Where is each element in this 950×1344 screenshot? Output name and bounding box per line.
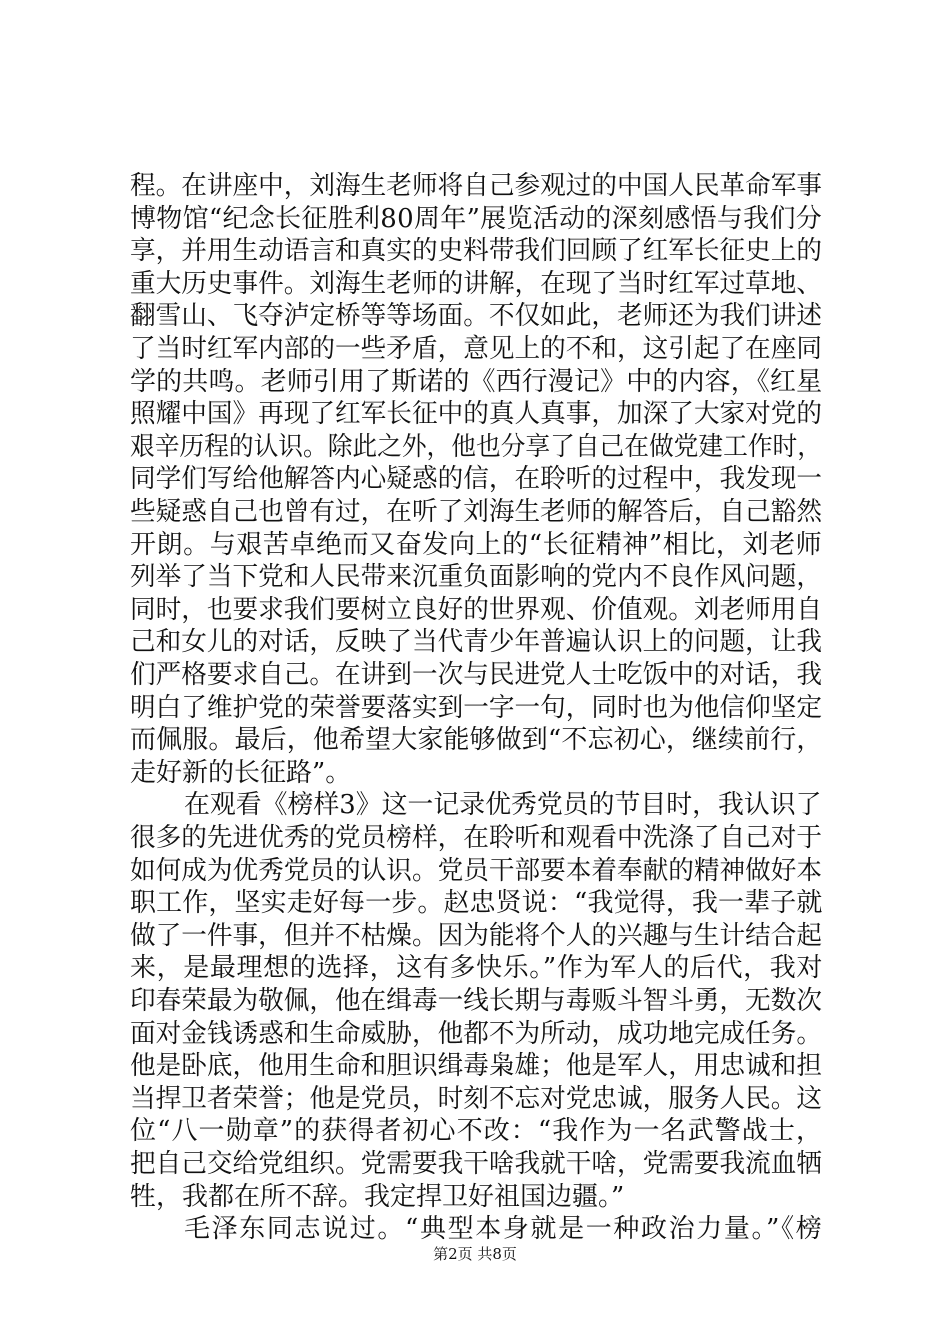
text-line: 照耀中国》再现了红军长征中的真人真事，加深了大家对党的 xyxy=(130,399,823,430)
text-line: 同学们写给他解答内心疑惑的信，在聆听的过程中，我发现一 xyxy=(130,464,823,495)
text-line: 走好新的长征路”。 xyxy=(130,757,352,788)
text-line: 同时，也要求我们要树立良好的世界观、价值观。刘老师用自 xyxy=(130,594,823,625)
text-line: 列举了当下党和人民带来沉重负面影响的党内不良作风问题， xyxy=(130,562,823,593)
text-line: 牲，我都在所不辞。我定捍卫好祖国边疆。” xyxy=(130,1181,625,1212)
text-line: 了当时红军内部的一些矛盾，意见上的不和，这引起了在座同 xyxy=(130,334,823,364)
text-line: 重大历史事件。刘海生老师的讲解，在现了当时红军过草地、 xyxy=(130,268,823,299)
text-line: 博物馆“纪念长征胜利80周年”展览活动的深刻感悟与我们分 xyxy=(130,203,823,234)
text-line: 毛泽东同志说过。“典型本身就是一种政治力量。”《榜 xyxy=(184,1214,824,1245)
text-line: 他是卧底，他用生命和胆识缉毒枭雄；他是军人，用忠诚和担 xyxy=(130,1051,823,1082)
text-line: 在观看《榜样3》这一记录优秀党员的节目时，我认识了 xyxy=(184,790,822,821)
text-line: 明白了维护党的荣誉要落实到一字一句，同时也为他信仰坚定 xyxy=(130,692,823,723)
text-line: 己和女儿的对话，反映了当代青少年普遍认识上的问题，让我 xyxy=(130,627,823,658)
text-line: 而佩服。最后，他希望大家能够做到“不忘初心，继续前行， xyxy=(130,725,823,756)
text-line: 做了一件事，但并不枯燥。因为能将个人的兴趣与生计结合起 xyxy=(130,920,823,951)
text-line: 艰辛历程的认识。除此之外，他也分享了自己在做党建工作时， xyxy=(130,431,822,462)
text-line: 很多的先进优秀的党员榜样，在聆听和观看中洗涤了自己对于 xyxy=(130,823,823,853)
text-line: 位“八一勋章”的获得者初心不改：“我作为一名武警战士， xyxy=(130,1116,824,1147)
text-line: 开朗。与艰苦卓绝而又奋发向上的“长征精神”相比，刘老师 xyxy=(130,529,823,560)
text-line: 面对金钱诱惑和生命威胁，他都不为所动，成功地完成任务。 xyxy=(130,1018,823,1049)
text-line: 学的共鸣。老师引用了斯诺的《西行漫记》中的内容，《红星 xyxy=(130,366,823,397)
text-line: 如何成为优秀党员的认识。党员干部要本着奉献的精神做好本 xyxy=(130,855,823,886)
text-line: 们严格要求自己。在讲到一次与民进党人士吃饭中的对话，我 xyxy=(130,660,823,690)
text-line: 程。在讲座中，刘海生老师将自己参观过的中国人民革命军事 xyxy=(130,171,823,201)
text-line: 把自己交给党组织。党需要我干啥我就干啥，党需要我流血牺 xyxy=(130,1149,823,1179)
text-line: 享，并用生动语言和真实的史料带我们回顾了红军长征史上的 xyxy=(130,236,823,267)
text-line: 翻雪山、飞夺泸定桥等等场面。不仅如此，老师还为我们讲述 xyxy=(130,301,823,332)
text-line: 些疑惑自己也曾有过，在听了刘海生老师的解答后，自己豁然 xyxy=(130,497,823,527)
text-line: 印春荣最为敬佩，他在缉毒一线长期与毒贩斗智斗勇，无数次 xyxy=(130,986,823,1016)
text-line: 当捍卫者荣誉；他是党员，时刻不忘对党忠诚，服务人民。这 xyxy=(130,1083,823,1114)
page-number-footer: 第2页 共8页 xyxy=(433,1245,517,1263)
text-line: 来，是最理想的选择，这有多快乐。”作为军人的后代，我对 xyxy=(130,953,824,984)
text-line: 职工作，坚实走好每一步。赵忠贤说：“我觉得，我一辈子就 xyxy=(130,888,823,919)
